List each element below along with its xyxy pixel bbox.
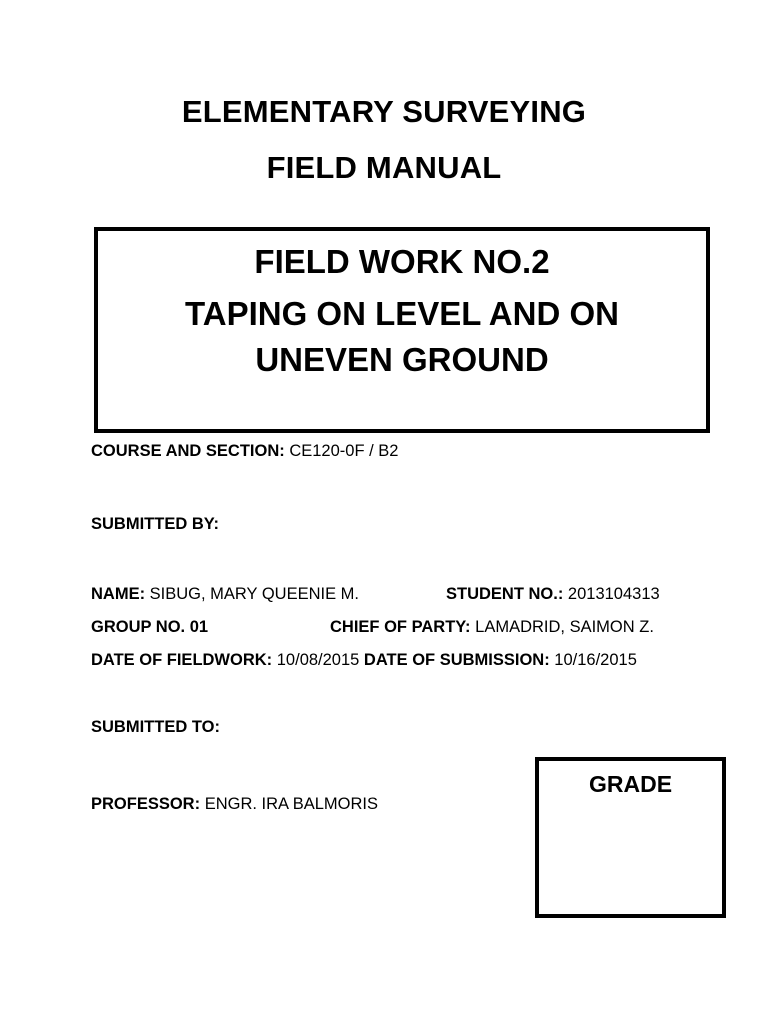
fieldwork-title-box [94,227,710,433]
name-label: NAME: [91,585,146,603]
chief-of-party [330,618,654,637]
fieldwork-topic-line-1: TAPING ON LEVEL AND ON [185,295,619,332]
student-number [446,585,660,604]
date-submission-value: 10/16/2015 [549,651,637,669]
chief-label: CHIEF OF PARTY: [330,618,471,636]
name-value: SIBUG, MARY QUEENIE M. [145,585,360,603]
submitted-to-label: SUBMITTED TO: [91,718,220,736]
student-name [91,585,359,604]
submitted-to-heading [91,718,220,737]
dates-line [91,651,637,670]
document-title-line-2: FIELD MANUAL [266,150,502,185]
submitted-by-heading [91,515,219,534]
document-title-line-1: ELEMENTARY SURVEYING [181,94,587,129]
chief-value: LAMADRID, SAIMON Z. [470,618,654,636]
course-and-section [91,442,398,461]
professor-value: ENGR. IRA BALMORIS [200,795,378,813]
fieldwork-topic-line-2: UNEVEN GROUND [255,341,549,378]
group-label: GROUP NO. 01 [91,618,209,636]
grade-label: GRADE [588,771,673,797]
student-no-value: 2013104313 [563,585,660,603]
course-value: CE120-0F / B2 [284,442,399,460]
grade-box [535,757,726,918]
date-submission-label: DATE OF SUBMISSION: [363,651,550,669]
student-no-label: STUDENT NO.: [446,585,564,603]
date-fieldwork-value: 10/08/2015 [272,651,364,669]
submitted-by-label: SUBMITTED BY: [91,515,220,533]
group-number [91,618,208,637]
professor [91,795,378,814]
fieldwork-number: FIELD WORK NO.2 [254,243,550,280]
professor-label: PROFESSOR: [91,795,201,813]
course-label: COURSE AND SECTION: [91,442,285,460]
date-fieldwork-label: DATE OF FIELDWORK: [91,651,273,669]
